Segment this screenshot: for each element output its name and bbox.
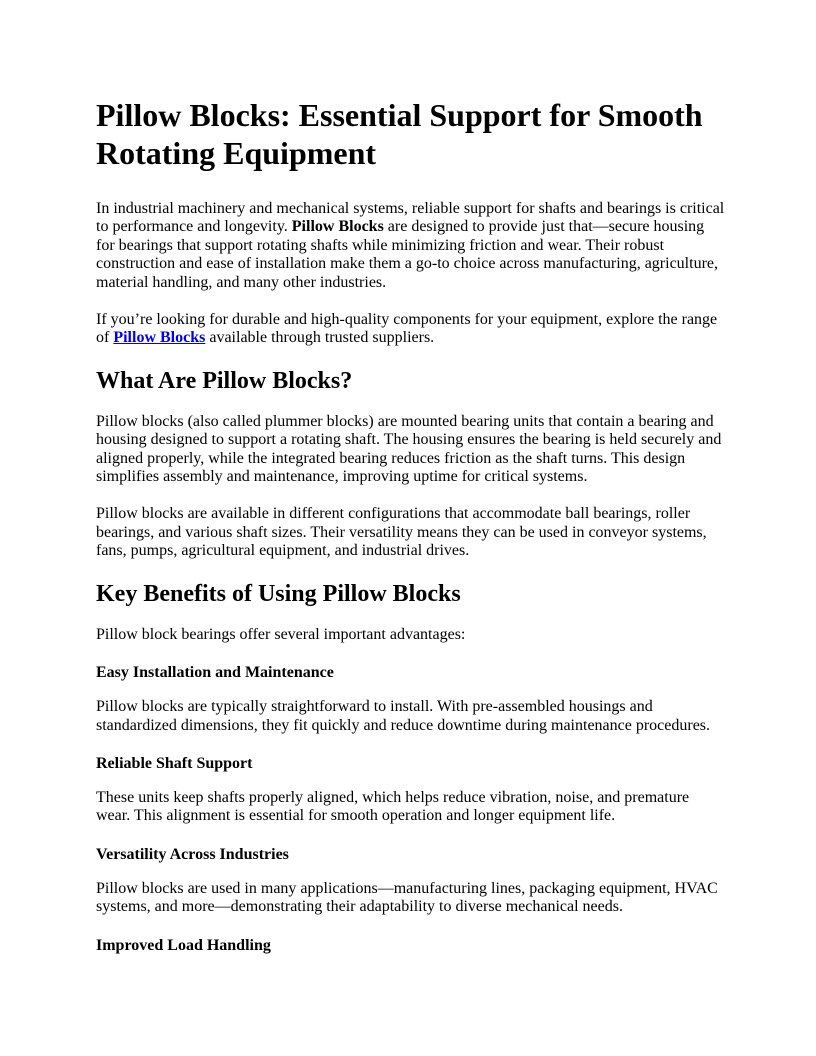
section-heading-what: What Are Pillow Blocks? — [96, 367, 353, 394]
benefits-intro: Pillow block bearings offer several important advantages: — [96, 625, 466, 643]
intro2-text-start: If you’re looking for durable and high-quality components for your equipment, explore the range of — [96, 311, 718, 347]
intro-text-start: In industrial machinery and mechanical systems, reliable support for shafts and bearings is critical to performance and longevity. — [96, 200, 725, 236]
what-paragraph-2: Pillow blocks are available in different configurations that accommodate ball bearings, roller bearings, and various shaft sizes. Their versatility means they can be used in conveyor systems, fans, pumps, agricultural equipment, and industrial drives. — [96, 505, 707, 560]
section-heading-benefits: Key Benefits of Using Pillow Blocks — [96, 580, 461, 607]
benefit-heading-installation: Easy Installation and Maintenance — [96, 664, 334, 682]
intro-paragraph-2 — [96, 311, 726, 348]
benefit-text-installation: Pillow blocks are typically straightforward to install. With pre-assembled housings and standardized dimensions, they fit quickly and reduce downtime during maintenance procedures. — [96, 698, 711, 734]
benefit-text-versatility: Pillow blocks are used in many applications—manufacturing lines, packaging equipment, HVAC systems, and more—demonstrating their adaptability to diverse mechanical needs. — [96, 879, 718, 916]
intro-paragraph-1 — [96, 200, 726, 292]
benefit-heading-shaft-support: Reliable Shaft Support — [96, 754, 253, 772]
what-paragraph-1: Pillow blocks (also called plummer blocks) are mounted bearing units that contain a bearing and housing designed to support a rotating shaft. The housing ensures the bearing is held securely and aligned properly, while the integrated bearing reduces friction as the shaft turns. This design simplifies assembly and maintenance, improving uptime for critical systems. — [96, 412, 722, 486]
benefit-text-shaft-support: These units keep shafts properly aligned, which helps reduce vibration, noise, and premature wear. This alignment is essential for smooth operation and longer equipment life. — [96, 788, 690, 825]
benefit-heading-load-handling: Improved Load Handling — [96, 936, 271, 954]
page-title: Pillow Blocks: Essential Support for Smooth Rotating Equipment — [96, 97, 703, 171]
document-page — [96, 96, 726, 971]
pillow-blocks-link[interactable]: Pillow Blocks — [113, 329, 206, 347]
intro-text-end: are designed to provide just that—secure housing for bearings that support rotating shafts while minimizing friction and wear. Their robust construction and ease of installation make them a go-to choice across manufacturing, agriculture, material handling, and many other industries. — [96, 218, 718, 291]
intro-bold-term: Pillow Blocks — [291, 218, 384, 236]
benefit-heading-versatility: Versatility Across Industries — [96, 845, 289, 863]
intro2-text-end: available through trusted suppliers. — [205, 329, 435, 347]
